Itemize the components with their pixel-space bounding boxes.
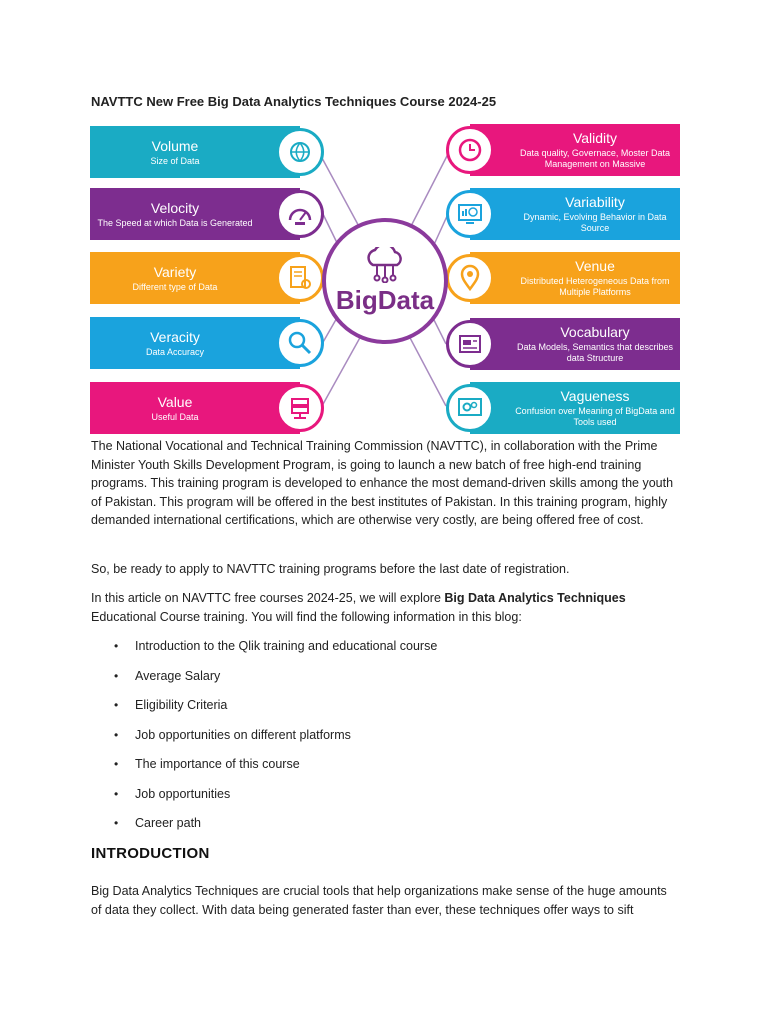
globe-icon (286, 138, 314, 166)
infographic-band-value (90, 382, 300, 434)
introduction-paragraph: Big Data Analytics Techniques are crucial tools that help organizations make sense of the huge amounts of data they collect. With data being generated faster than ever, these techniques offer ways to sift (91, 884, 667, 917)
band-title: Variability (565, 194, 625, 210)
infographic-band-veracity (90, 317, 300, 369)
explore-text-end: Educational Course training. You will find the following information in this blog: (91, 609, 522, 624)
band-title: Volume (151, 137, 199, 154)
gears-screen-icon (456, 394, 484, 422)
band-title: Value (157, 393, 193, 410)
band-title: Veracity (150, 328, 200, 345)
speedometer-icon (286, 200, 314, 228)
introduction-heading: INTRODUCTION (91, 845, 210, 862)
band-title: Vagueness (560, 388, 630, 404)
apply-paragraph: So, be ready to apply to NAVTTC training programs before the last date of registration. (91, 562, 570, 576)
course-name-bold: Big Data Analytics Techniques (444, 591, 626, 605)
list-item: • Job opportunities on different platforms (91, 726, 651, 756)
band-subtitle: Confusion over Meaning of BigData and Tools used (515, 406, 675, 427)
infographic-band-velocity (90, 188, 300, 240)
list-item: • Career path (91, 814, 651, 844)
band-subtitle: The Speed at which Data is Generated (97, 217, 253, 228)
location-pin-icon (456, 264, 484, 292)
cloud-network-icon (359, 247, 411, 283)
infographic-band-validity (470, 124, 680, 176)
infographic-band-volume (90, 126, 300, 178)
infographic-band-variety (90, 252, 300, 304)
list-item: • Job opportunities (91, 785, 651, 815)
band-icon-circle (276, 254, 324, 302)
band-title: Variety (153, 263, 197, 280)
band-icon-circle (446, 190, 494, 238)
infographic-band-vagueness (470, 382, 680, 434)
infographic-band-vocabulary (470, 318, 680, 370)
list-item: • The importance of this course (91, 755, 651, 785)
bigdata-center-circle (322, 218, 448, 344)
infographic-band-venue (470, 252, 680, 304)
clock-icon (456, 136, 484, 164)
explore-text-start: In this article on NAVTTC free courses 2024-25, we will explore (91, 591, 445, 605)
dashboard-icon (456, 330, 484, 358)
band-icon-circle (446, 254, 494, 302)
magnifier-icon (286, 329, 314, 357)
band-title: Validity (572, 130, 618, 146)
band-subtitle: Different type of Data (132, 281, 218, 292)
band-icon-circle (276, 319, 324, 367)
band-icon-circle (446, 126, 494, 174)
document-title: NAVTTC New Free Big Data Analytics Techniques Course 2024-25 (91, 94, 497, 109)
band-subtitle: Data Models, Semantics that describes data Structure (516, 342, 674, 363)
band-subtitle: Size of Data (150, 155, 200, 166)
band-title: Velocity (150, 199, 200, 216)
list-item: • Eligibility Criteria (91, 696, 651, 726)
list-item: • Average Salary (91, 667, 651, 697)
band-title: Vocabulary (560, 324, 630, 340)
band-subtitle: Distributed Heterogeneous Data from Multiple Platforms (520, 276, 670, 297)
band-subtitle: Data Accuracy (145, 346, 205, 357)
blog-contents-list (91, 637, 651, 844)
band-subtitle: Useful Data (151, 411, 199, 422)
band-icon-circle (276, 384, 324, 432)
band-title: Venue (575, 258, 615, 274)
bigdata-infographic (90, 124, 680, 438)
band-icon-circle (446, 320, 494, 368)
bigdata-center-label: BigData (335, 284, 435, 315)
band-icon-circle (276, 190, 324, 238)
server-icon (286, 394, 314, 422)
band-subtitle: Data quality, Governace, Moster Data Management on Massive (520, 148, 670, 169)
document-gear-icon (286, 264, 314, 292)
explore-paragraph (91, 589, 679, 626)
band-icon-circle (446, 384, 494, 432)
list-item: • Introduction to the Qlik training and educational course (91, 637, 651, 667)
band-subtitle: Dynamic, Evolving Behavior in Data Source (523, 212, 667, 233)
infographic-band-variability (470, 188, 680, 240)
analytics-screen-icon (456, 200, 484, 228)
band-icon-circle (276, 128, 324, 176)
intro-paragraph: The National Vocational and Technical Training Commission (NAVTTC), in collaboration with the Prime Minister Youth Skills Development Program, is going to launch a new batch of free high-end training programs. This training program is developed to enhance the most demand-driven skills among the youth of Pakistan. This program will be offered in the best institutes of Pakistan. In this training program, highly demanded international certifications, which are otherwise very costly, are being offered free of cost. (91, 439, 674, 527)
